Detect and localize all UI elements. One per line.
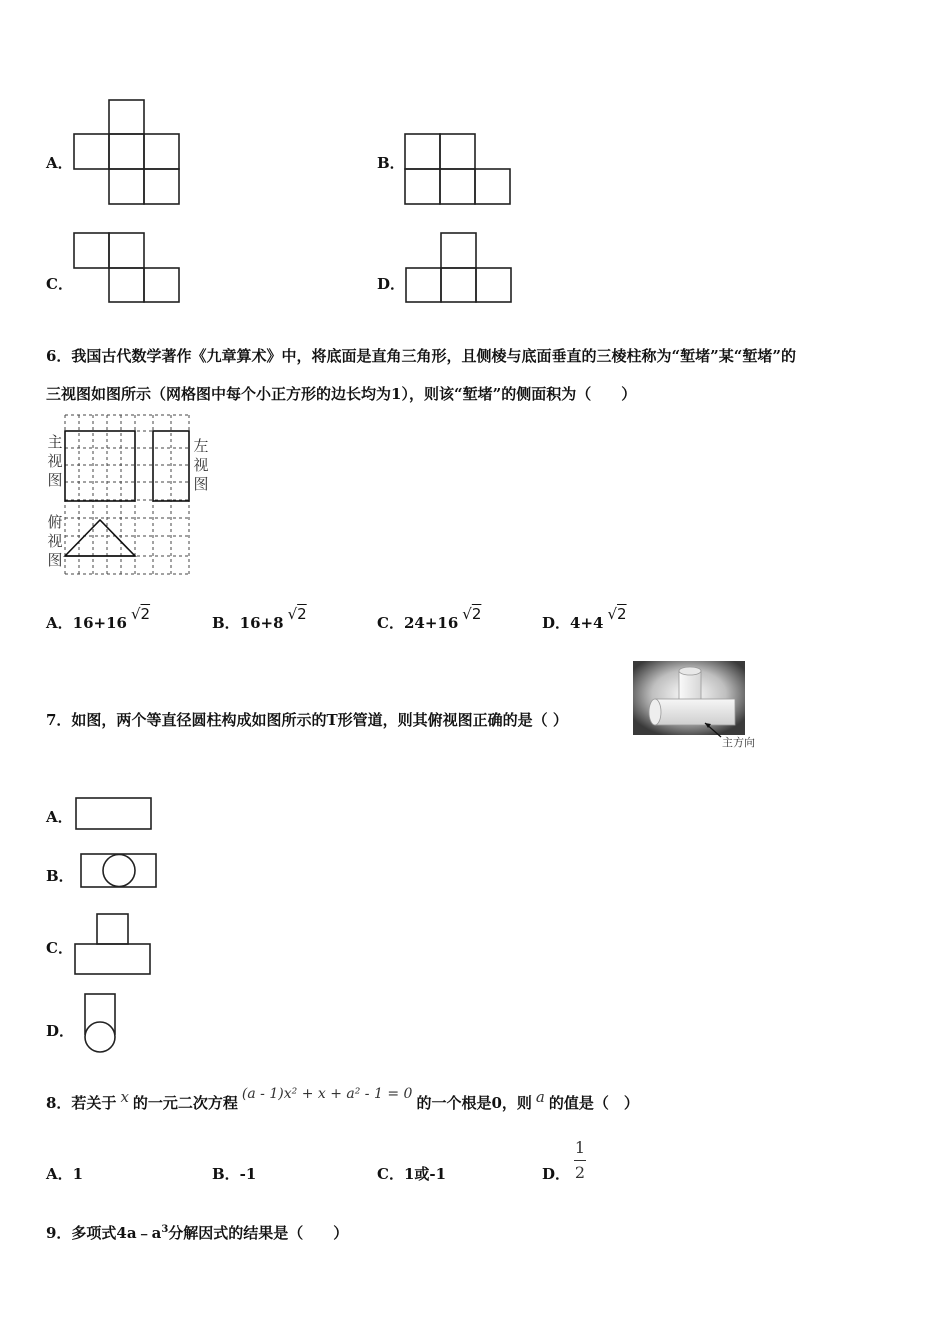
q8-text-before: 8．若关于 — [46, 1094, 117, 1112]
q5-option-d-label: D． — [377, 275, 406, 293]
q7-option-c-figure — [74, 913, 154, 977]
q8-option-b: B．-1 — [212, 1165, 257, 1183]
q5-option-b-figure — [404, 134, 514, 209]
q8-equation: (a - 1)x² + x + a² - 1 = 0 — [241, 1086, 413, 1102]
q6-option-a — [46, 605, 151, 633]
q5-option-b-label: B． — [377, 154, 405, 172]
q8-var-x: x — [120, 1088, 129, 1106]
q9-exponent: 3 — [161, 1224, 169, 1235]
q5-option-a-figure — [73, 100, 183, 210]
q7-option-d-figure — [83, 993, 123, 1057]
q5-option-c-label: C． — [46, 275, 73, 293]
q6-text-line2: 三视图如图所示（网格图中每个小正方形的边长均为1），则该“堑堵”的侧面积为（ ） — [46, 385, 637, 403]
q7-option-b-figure — [80, 853, 160, 889]
q7-option-a-figure — [75, 797, 155, 833]
sqrt-icon: √2 — [130, 605, 151, 623]
q6-option-c — [377, 605, 482, 633]
q7-option-a-label: A． — [46, 808, 73, 826]
q7-option-c-label: C． — [46, 939, 73, 957]
q7-photo-caption: 主方向 — [722, 736, 755, 749]
q9-text-after: 分解因式的结果是（ ） — [168, 1224, 349, 1242]
q8-option-d-fraction-bar — [574, 1160, 586, 1161]
q9-text-before: 9．多项式4a﹣a — [46, 1224, 162, 1242]
sqrt-icon: √2 — [462, 605, 482, 623]
q5-option-c-figure — [73, 232, 183, 307]
sqrt-icon: √2 — [287, 605, 307, 623]
q6-option-c-label: C．24+16 — [377, 614, 459, 632]
q6-option-b — [212, 605, 307, 633]
q8-option-d-numerator: 1 — [574, 1138, 586, 1157]
q8-text-mid: 的一元二次方程 — [132, 1094, 238, 1112]
q6-option-b-label: B．16+8 — [212, 614, 284, 632]
q6-top-view-label: 俯视图 — [47, 513, 63, 569]
q6-three-view-figure — [44, 410, 214, 580]
q6-option-a-label: A．16+16 — [46, 614, 127, 632]
q7-option-b-label: B． — [46, 867, 74, 885]
q8-option-a: A．1 — [46, 1165, 84, 1183]
q7-text: 7．如图，两个等直径圆柱构成如图所示的T形管道，则其俯视图正确的是（ ） — [46, 711, 568, 729]
q8-option-d-denominator: 2 — [574, 1163, 586, 1182]
q8-text — [46, 1086, 639, 1113]
q8-text-after: 的一个根是0，则 — [416, 1094, 532, 1112]
q6-front-view-label: 主视图 — [47, 433, 63, 489]
q5-option-d-figure — [405, 232, 515, 307]
q8-option-c: C．1或-1 — [377, 1165, 447, 1183]
q8-text-end: 的值是（ ） — [548, 1094, 639, 1112]
q6-option-d-label: D．4+4 — [542, 614, 604, 632]
q6-option-d — [542, 605, 627, 633]
sqrt-icon: √2 — [607, 605, 627, 623]
q5-option-a-label: A． — [46, 154, 73, 172]
q6-left-view-label: 左视图 — [193, 437, 209, 493]
q7-option-d-label: D． — [46, 1022, 75, 1040]
q9-text — [46, 1222, 348, 1243]
q8-var-a: a — [535, 1088, 545, 1106]
q8-option-d: D． — [542, 1165, 571, 1183]
q6-text-line1: 6．我国古代数学著作《九章算术》中，将底面是直角三角形，且侧棱与底面垂直的三棱柱称为“堑堵”某“堑堵”的 — [46, 347, 796, 365]
